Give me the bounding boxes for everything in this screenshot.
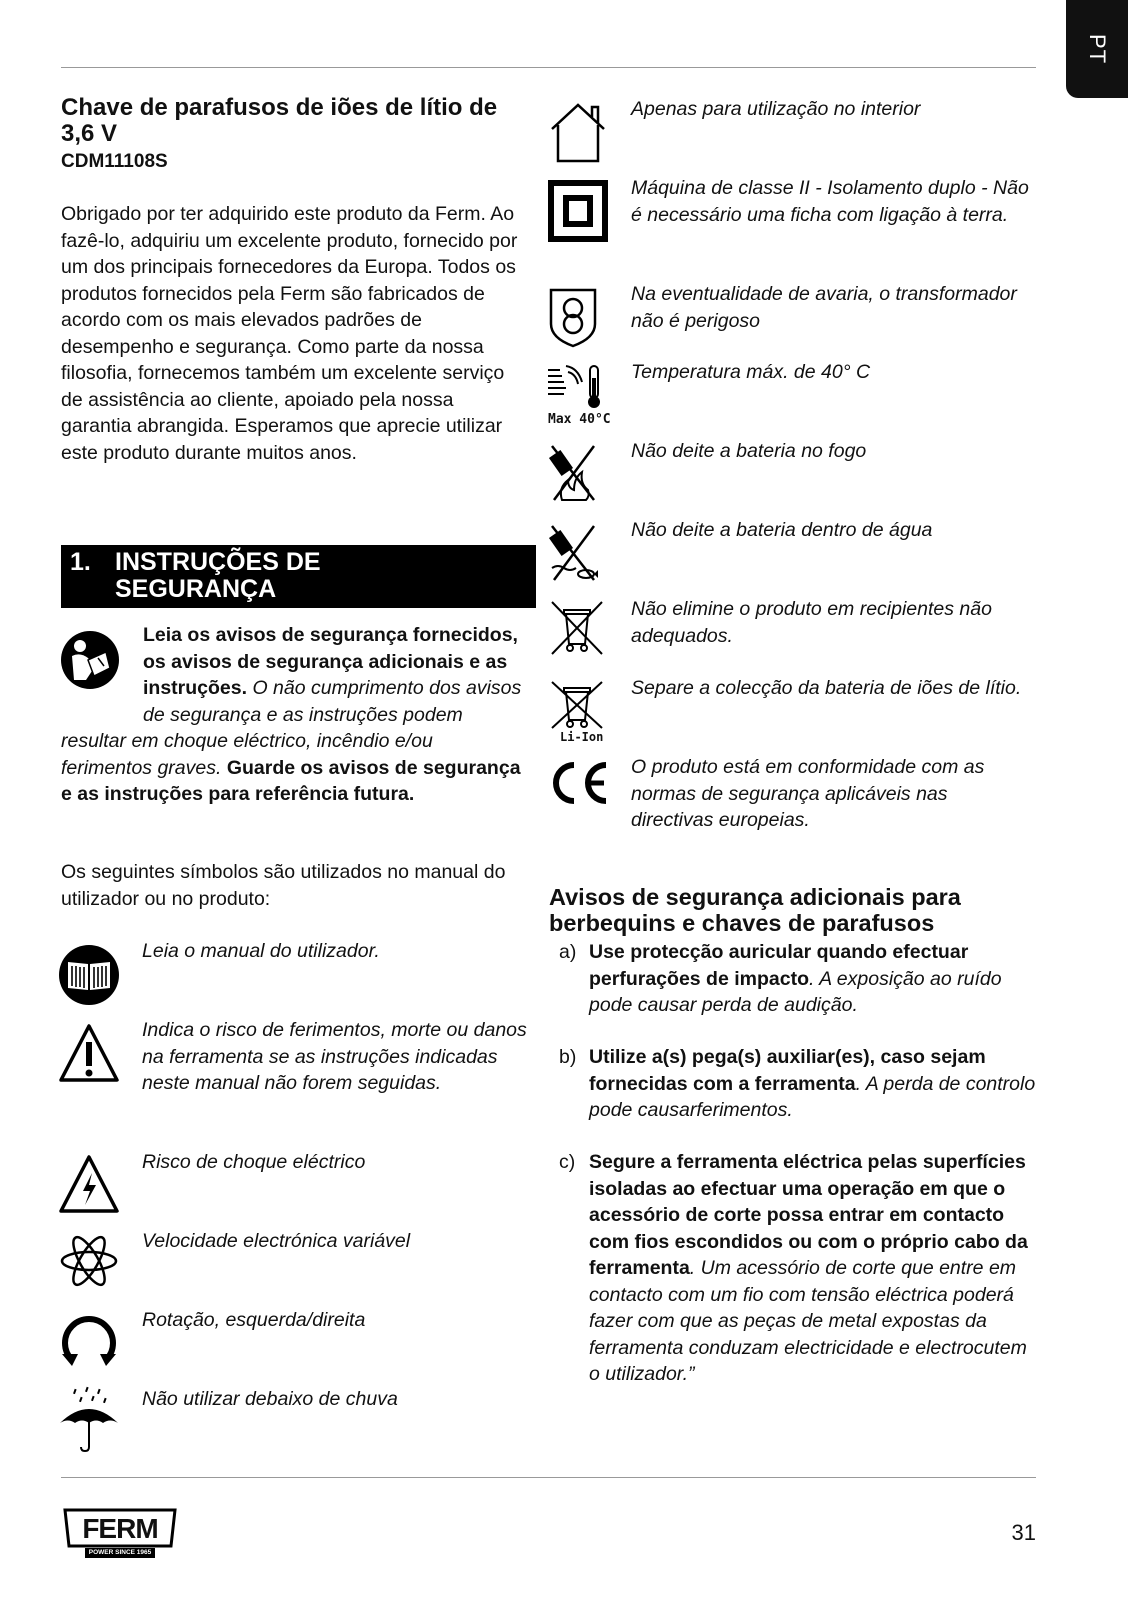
no-fire-battery-icon (548, 442, 598, 504)
warning-italic-text: O não cumprimento dos avisos de segurança e as instruções podem resultar em choque eléctrico, incêndio e/ou ferimentos graves. (61, 677, 522, 779)
rotation-icon (58, 1310, 120, 1368)
top-rule (61, 67, 1036, 68)
ce-mark-icon (548, 760, 610, 806)
class-ii-double-square-icon (548, 180, 608, 242)
list-letter: c) (559, 1151, 576, 1173)
variable-speed-icon (60, 1232, 118, 1290)
list-bold-text: Utilize a(s) pega(s) auxiliar(es), caso sejam fornecidas com a ferramenta (589, 1046, 986, 1095)
symbol-text-li-ion: Separe a colecção da bateria de iões de lítio. (631, 677, 1022, 699)
symbol-text-ce: O produto está em conformidade com as normas de segurança aplicáveis nas directivas europeias. (631, 756, 985, 831)
ferm-logo (61, 1508, 179, 1560)
additional-warnings-title: Avisos de segurança adicionais para berbequins e chaves de parafusos (549, 884, 961, 936)
list-letter: a) (559, 941, 577, 963)
page-number: 31 (1011, 1520, 1036, 1545)
symbol-text-bin: Não elimine o produto em recipientes não adequados. (631, 598, 992, 647)
symbol-text-indoor: Apenas para utilização no interior (631, 98, 921, 120)
no-water-battery-icon (548, 522, 600, 584)
symbol-text-warning: Indica o risco de ferimentos, morte ou danos na ferramenta se as instruções indicadas neste manual não forem seguidas. (142, 1019, 527, 1094)
section-header-safety (61, 545, 536, 608)
section-title-line2: SEGURANÇA (115, 575, 277, 603)
max-temperature-icon (546, 362, 606, 412)
section-title (115, 549, 321, 603)
list-italic-text: . A exposição ao ruído pode causar perda de audição. (589, 967, 1002, 1016)
symbol-text-class-ii: Máquina de classe II - Isolamento duplo - Não é necessário uma ficha com ligação à terra. (631, 177, 1029, 226)
symbol-text-shock: Risco de choque eléctrico (142, 1151, 366, 1173)
document-header (61, 95, 531, 173)
electric-shock-icon (58, 1153, 120, 1215)
safety-warning-paragraph (61, 622, 529, 808)
logo-tagline: POWER SINCE 1965 (88, 1549, 152, 1556)
no-rain-umbrella-icon (58, 1385, 120, 1453)
list-bold-text: Segure a ferramenta eléctrica pelas superfícies isoladas ao efectuar uma operação em que o acessório de corte possa entrar em contacto com fios escondidos ou com o próprio cabo da ferramenta (589, 1151, 1028, 1279)
list-italic-text: . Um acessório de corte que entre em contacto com um fio com tensão eléctrica poderá fazer com que as peças de metal expostas da ferramenta conduzam electricidade e electrocutem o utilizador.” (589, 1257, 1027, 1385)
symbol-text-rain: Não utilizar debaixo de chuva (142, 1388, 398, 1410)
symbol-text-manual: Leia o manual do utilizador. (142, 940, 380, 962)
max-temperature-label: Max 40°C (548, 412, 611, 427)
model-number: CDM11108S (61, 151, 168, 172)
symbol-text-transformer: Na eventualidade de avaria, o transformador não é perigoso (631, 283, 1017, 332)
list-item-b (559, 1044, 1039, 1124)
symbol-text-water: Não deite a bateria dentro de água (631, 519, 933, 541)
bottom-rule (61, 1477, 1036, 1478)
symbol-text-fire: Não deite a bateria no fogo (631, 440, 867, 462)
language-tab-label: PT (1085, 33, 1110, 65)
language-tab (1066, 0, 1128, 98)
symbol-text-rotation: Rotação, esquerda/direita (142, 1309, 366, 1331)
crossed-bin-icon (550, 600, 604, 656)
list-item-c (559, 1149, 1039, 1419)
list-item-a (559, 939, 1039, 1019)
manual-book-icon (58, 944, 120, 1006)
symbol-text-temperature: Temperatura máx. de 40° C (631, 361, 871, 383)
symbol-text-speed: Velocidade electrónica variável (142, 1230, 411, 1252)
document-title: Chave de parafusos de iões de lítio de 3,6 V (61, 94, 498, 147)
crossed-bin-li-ion-icon (550, 680, 604, 730)
safety-transformer-icon (548, 286, 598, 348)
intro-paragraph: Obrigado por ter adquirido este produto da Ferm. Ao fazê-lo, adquiriu um excelente produto, fornecido por um dos principais fornecedores da Europa. Todos os produtos fornecidos pela Ferm são fabricados de acordo com os mais elevados padrões de desempenho e segurança. Como parte da nossa filosofia, fornecemos também um excelente serviço de assistência ao cliente, apoiado pela nossa garantia abrangida. Esperamos que aprecie utilizar este produto durante muitos anos. (61, 203, 518, 464)
symbols-intro: Os seguintes símbolos são utilizados no manual do utilizador ou no produto: (61, 861, 506, 910)
logo-text: FERM (82, 1513, 158, 1544)
section-title-line1: INSTRUÇÕES DE (115, 548, 321, 576)
list-letter: b) (559, 1046, 577, 1068)
list-italic-text: . A perda de controlo pode causarferimentos. (589, 1072, 1036, 1121)
list-bold-text: Use protecção auricular quando efectuar perfurações de impacto (589, 941, 969, 990)
warning-triangle-icon (58, 1022, 120, 1084)
warning-bold-text: Leia os avisos de segurança fornecidos, os avisos de segurança adicionais e as instruções. (143, 624, 518, 699)
additional-warnings-header (549, 884, 1029, 936)
indoor-house-icon (548, 101, 608, 163)
warning-keep-text: Guarde os avisos de segurança e as instruções para referência futura. (61, 756, 521, 805)
li-ion-label: Li-Ion (560, 730, 604, 744)
section-number: 1. (70, 548, 91, 576)
